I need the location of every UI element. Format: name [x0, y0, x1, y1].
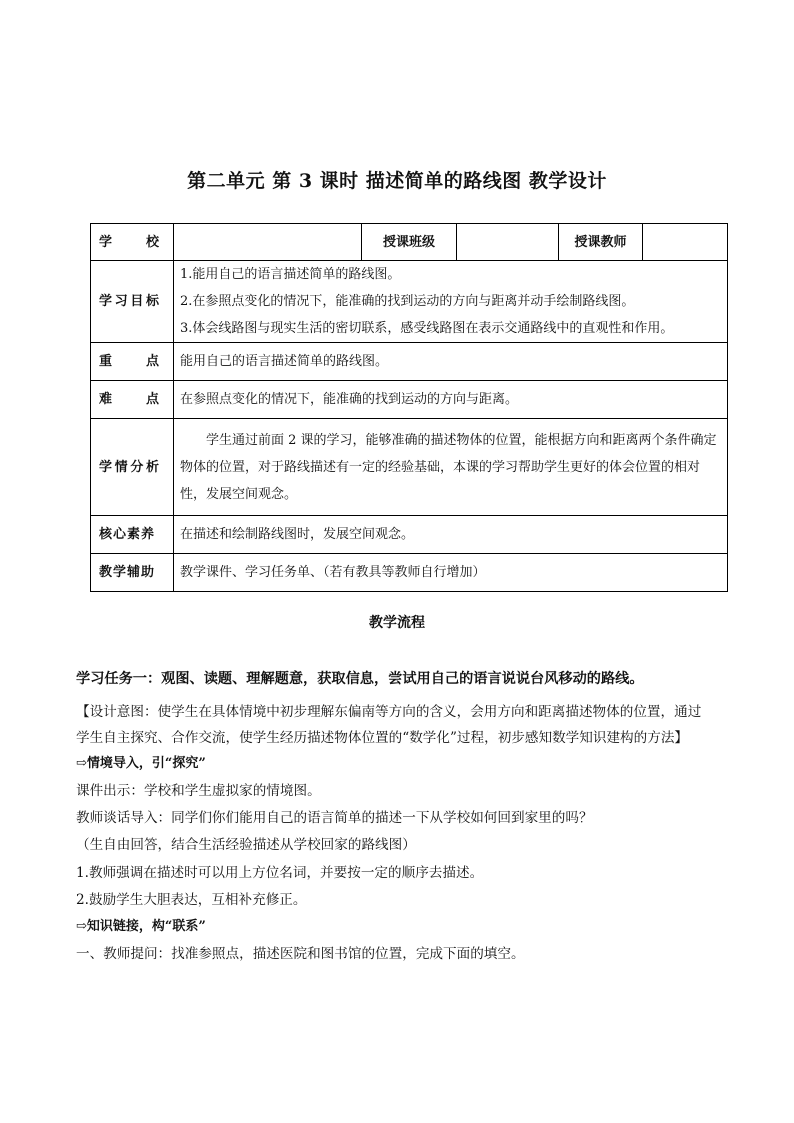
goal-item: 1.能用自己的语言描述简单的路线图。 — [180, 267, 401, 282]
table-row — [91, 516, 728, 554]
task-1-heading: 学习任务一：观图、读题、理解题意，获取信息，尝试用自己的语言说说台风移动的路线。 — [76, 671, 644, 687]
design-intent — [76, 699, 736, 751]
table-row — [91, 224, 728, 261]
analysis-value: 学生通过前面 2 课的学习，能够准确的描述物体的位置，能根据方向和距离两个条件确定物体的位置，对于路线描述有一定的经验基础，本课的学习帮助学生更好的体会位置的相对性，发展空间观念。 — [174, 419, 728, 516]
body-line: 1.教师强调在描述时可以用上方位名词，并要按一定的顺序去描述。 — [76, 865, 484, 881]
table-row — [91, 343, 728, 381]
goals-label: 学习目标 — [91, 261, 174, 343]
analysis-label: 学情分析 — [91, 419, 174, 516]
body-line: 课件出示：学校和学生虚拟家的情境图。 — [76, 783, 321, 799]
difficulty-value: 在参照点变化的情况下，能准确的找到运动的方向与距离。 — [174, 381, 728, 419]
key-value: 能用自己的语言描述简单的路线图。 — [174, 343, 728, 381]
key-label: 重 点 — [91, 343, 174, 381]
table-row — [91, 381, 728, 419]
literacy-value: 在描述和绘制路线图时，发展空间观念。 — [174, 516, 728, 554]
body-line: 一、教师提问：找准参照点，描述医院和图书馆的位置，完成下面的填空。 — [76, 946, 525, 962]
aids-value: 教学课件、学习任务单、（若有教具等教师自行增加） — [174, 554, 728, 592]
document-title: 第二单元 第 3 课时 描述简单的路线图 教学设计 — [187, 170, 607, 192]
teacher-value — [643, 224, 728, 261]
subheading-link: ⇨知识链接，构“联系” — [76, 919, 206, 934]
goal-item: 2.在参照点变化的情况下，能准确的找到运动的方向与距离并动手绘制路线图。 — [180, 294, 635, 309]
difficulty-label: 难 点 — [91, 381, 174, 419]
design-intent-line: 【设计意图：使学生在具体情境中初步理解东偏南等方向的含义，会用方向和距离描述物体的位置，通过 — [76, 704, 702, 720]
class-label: 授课班级 — [362, 224, 457, 261]
table-row — [91, 419, 728, 516]
aids-label: 教学辅助 — [91, 554, 174, 592]
literacy-label: 核心素养 — [91, 516, 174, 554]
design-intent-line: 学生自主探究、合作交流，使学生经历描述物体位置的“数学化”过程，初步感知数学知识建构的方法】 — [76, 730, 689, 746]
class-value — [457, 224, 559, 261]
teacher-label: 授课教师 — [559, 224, 643, 261]
body-line: （生自由回答，结合生活经验描述从学校回家的路线图） — [76, 837, 416, 853]
goals-cell — [174, 261, 728, 343]
body-line: 2.鼓励学生大胆表达，互相补充修正。 — [76, 892, 307, 908]
flow-title: 教学流程 — [369, 615, 425, 631]
school-label: 学 校 — [91, 224, 174, 261]
body-line: 教师谈话导入：同学们你们能用自己的语言简单的描述一下从学校如何回到家里的吗？ — [76, 810, 593, 826]
goal-item: 3.体会线路图与现实生活的密切联系，感受线路图在表示交通路线中的直观性和作用。 — [180, 321, 674, 336]
table-row — [91, 261, 728, 343]
subheading-situation: ⇨情境导入，引“探究” — [76, 756, 206, 771]
school-value — [174, 224, 362, 261]
lesson-info-table — [90, 223, 728, 592]
table-row — [91, 554, 728, 592]
